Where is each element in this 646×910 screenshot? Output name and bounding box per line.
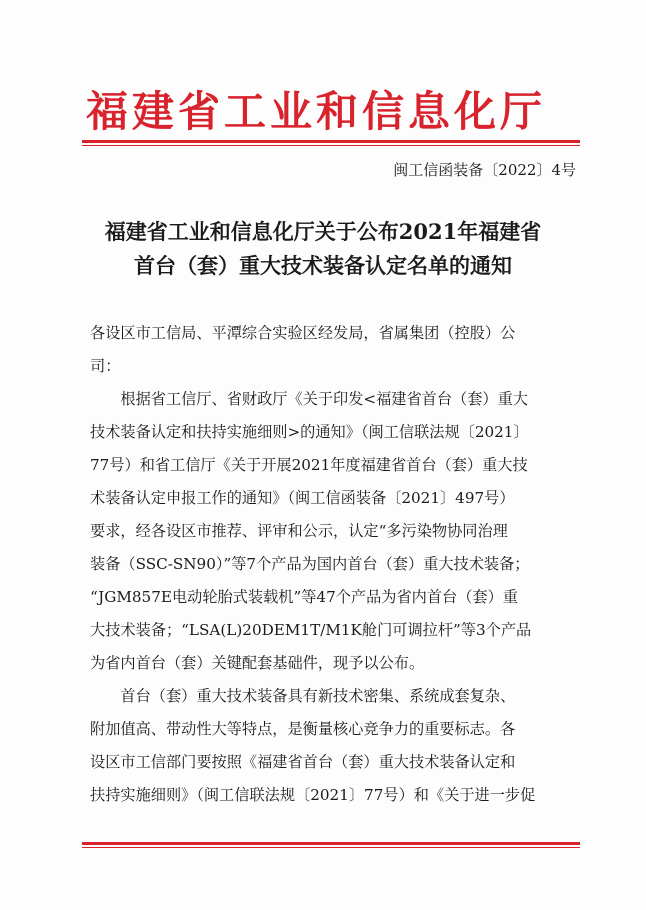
body-line: 根据省工信厅、省财政厅《关于印发<福建省首台（套）重大 bbox=[90, 390, 528, 408]
letterhead-rule-thick bbox=[82, 140, 580, 143]
body-line: “JGM857E电动轮胎式装载机”等47个产品为省内首台（套）重 bbox=[90, 588, 518, 606]
footer-rule-thin bbox=[82, 847, 580, 848]
body-line: 技术装备认定和扶持实施细则>的通知》（闽工信联法规〔2021〕 bbox=[90, 423, 529, 441]
body-line: 为省内首台（套）关键配套基础件，现予以公布。 bbox=[90, 654, 425, 672]
body-line: 附加值高、带动性大等特点，是衡量核心竞争力的重要标志。各 bbox=[90, 720, 516, 738]
letterhead-title: 福建省工业和信息化厅 bbox=[86, 87, 547, 136]
body-line: 扶持实施细则》（闽工信联法规〔2021〕77号）和《关于进一步促 bbox=[90, 786, 536, 804]
body-line: 术装备认定申报工作的通知》（闽工信函装备〔2021〕497号） bbox=[90, 489, 515, 507]
document-title-line-2: 首台（套）重大技术装备认定名单的通知 bbox=[134, 253, 512, 278]
body-line: 大技术装备；“LSA(L)20DEM1T/M1K舱门可调拉杆”等3个产品 bbox=[90, 621, 532, 639]
body-line: 各设区市工信局、平潭综合实验区经发局，省属集团（控股）公 bbox=[90, 324, 516, 342]
body-line: 装备（SSC-SN90）”等7个产品为国内首台（套）重大技术装备； bbox=[90, 555, 530, 573]
body-line: 77号）和省工信厅《关于开展2021年度福建省首台（套）重大技 bbox=[90, 456, 528, 474]
body-line: 设区市工信部门要按照《福建省首台（套）重大技术装备认定和 bbox=[90, 753, 516, 771]
document-number: 闽工信函装备〔2022〕4号 bbox=[393, 161, 576, 179]
footer-rule-thick bbox=[82, 842, 580, 845]
body-line: 司： bbox=[90, 357, 121, 375]
letterhead-rule-thin bbox=[82, 145, 580, 146]
document-title-line-1: 福建省工业和信息化厅关于公布2021年福建省 bbox=[104, 219, 542, 244]
body-line: 要求，经各设区市推荐、评审和公示，认定“多污染物协同治理 bbox=[90, 522, 508, 540]
body-line: 首台（套）重大技术装备具有新技术密集、系统成套复杂、 bbox=[90, 687, 516, 705]
